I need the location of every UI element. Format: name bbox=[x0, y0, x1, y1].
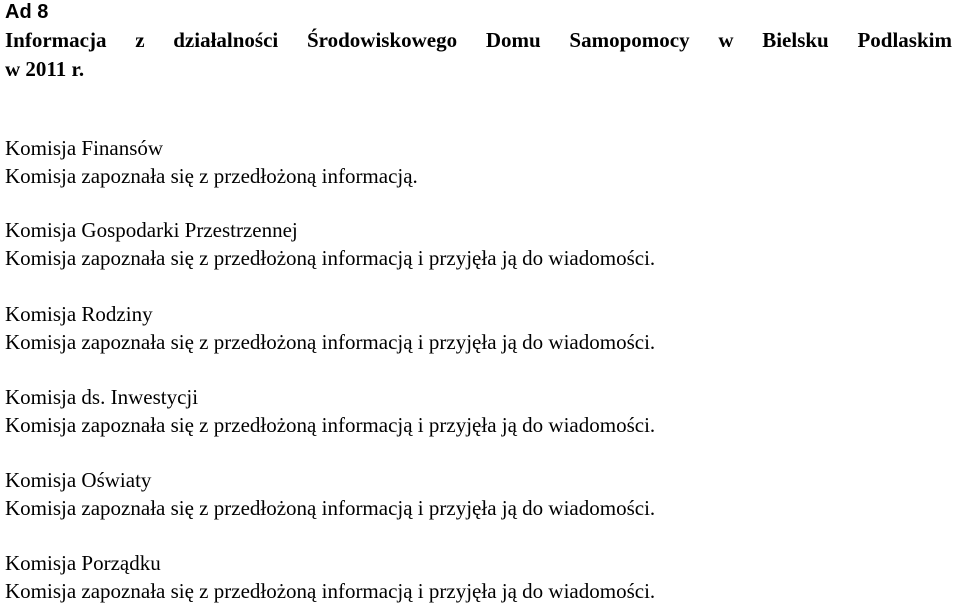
section-text: Komisja zapoznała się z przedłożoną informacją i przyjęła ją do wiadomości. bbox=[5, 496, 656, 520]
section-heading: Komisja ds. Inwestycji bbox=[5, 385, 199, 409]
document bbox=[5, 0, 957, 84]
section-family bbox=[5, 300, 655, 356]
section-heading: Komisja Rodziny bbox=[5, 302, 153, 326]
section-text: Komisja zapoznała się z przedłożoną informacją i przyjęła ją do wiadomości. bbox=[5, 579, 656, 603]
section-order bbox=[5, 549, 655, 605]
section-heading: Komisja Gospodarki Przestrzennej bbox=[5, 218, 298, 242]
section-heading: Komisja Porządku bbox=[5, 551, 161, 575]
section-spatial-economy bbox=[5, 216, 655, 272]
section-text: Komisja zapoznała się z przedłożoną informacją i przyjęła ją do wiadomości. bbox=[5, 413, 656, 437]
section-heading: Komisja Oświaty bbox=[5, 468, 152, 492]
section-heading: Komisja Finansów bbox=[5, 136, 164, 160]
agenda-item: Ad 8 bbox=[5, 1, 49, 23]
section-text: Komisja zapoznała się z przedłożoną informacją. bbox=[5, 164, 418, 188]
section-text: Komisja zapoznała się z przedłożoną informacją i przyjęła ją do wiadomości. bbox=[5, 330, 656, 354]
section-education bbox=[5, 466, 655, 522]
section-finance bbox=[5, 134, 418, 190]
section-investments bbox=[5, 383, 655, 439]
section-text: Komisja zapoznała się z przedłożoną informacją i przyjęła ją do wiadomości. bbox=[5, 246, 656, 270]
document-title: Informacja z działalności Środowiskowego Domu Samopomocy w Bielsku Podlaskim bbox=[5, 28, 952, 52]
document-title-year: w 2011 r. bbox=[5, 57, 85, 81]
